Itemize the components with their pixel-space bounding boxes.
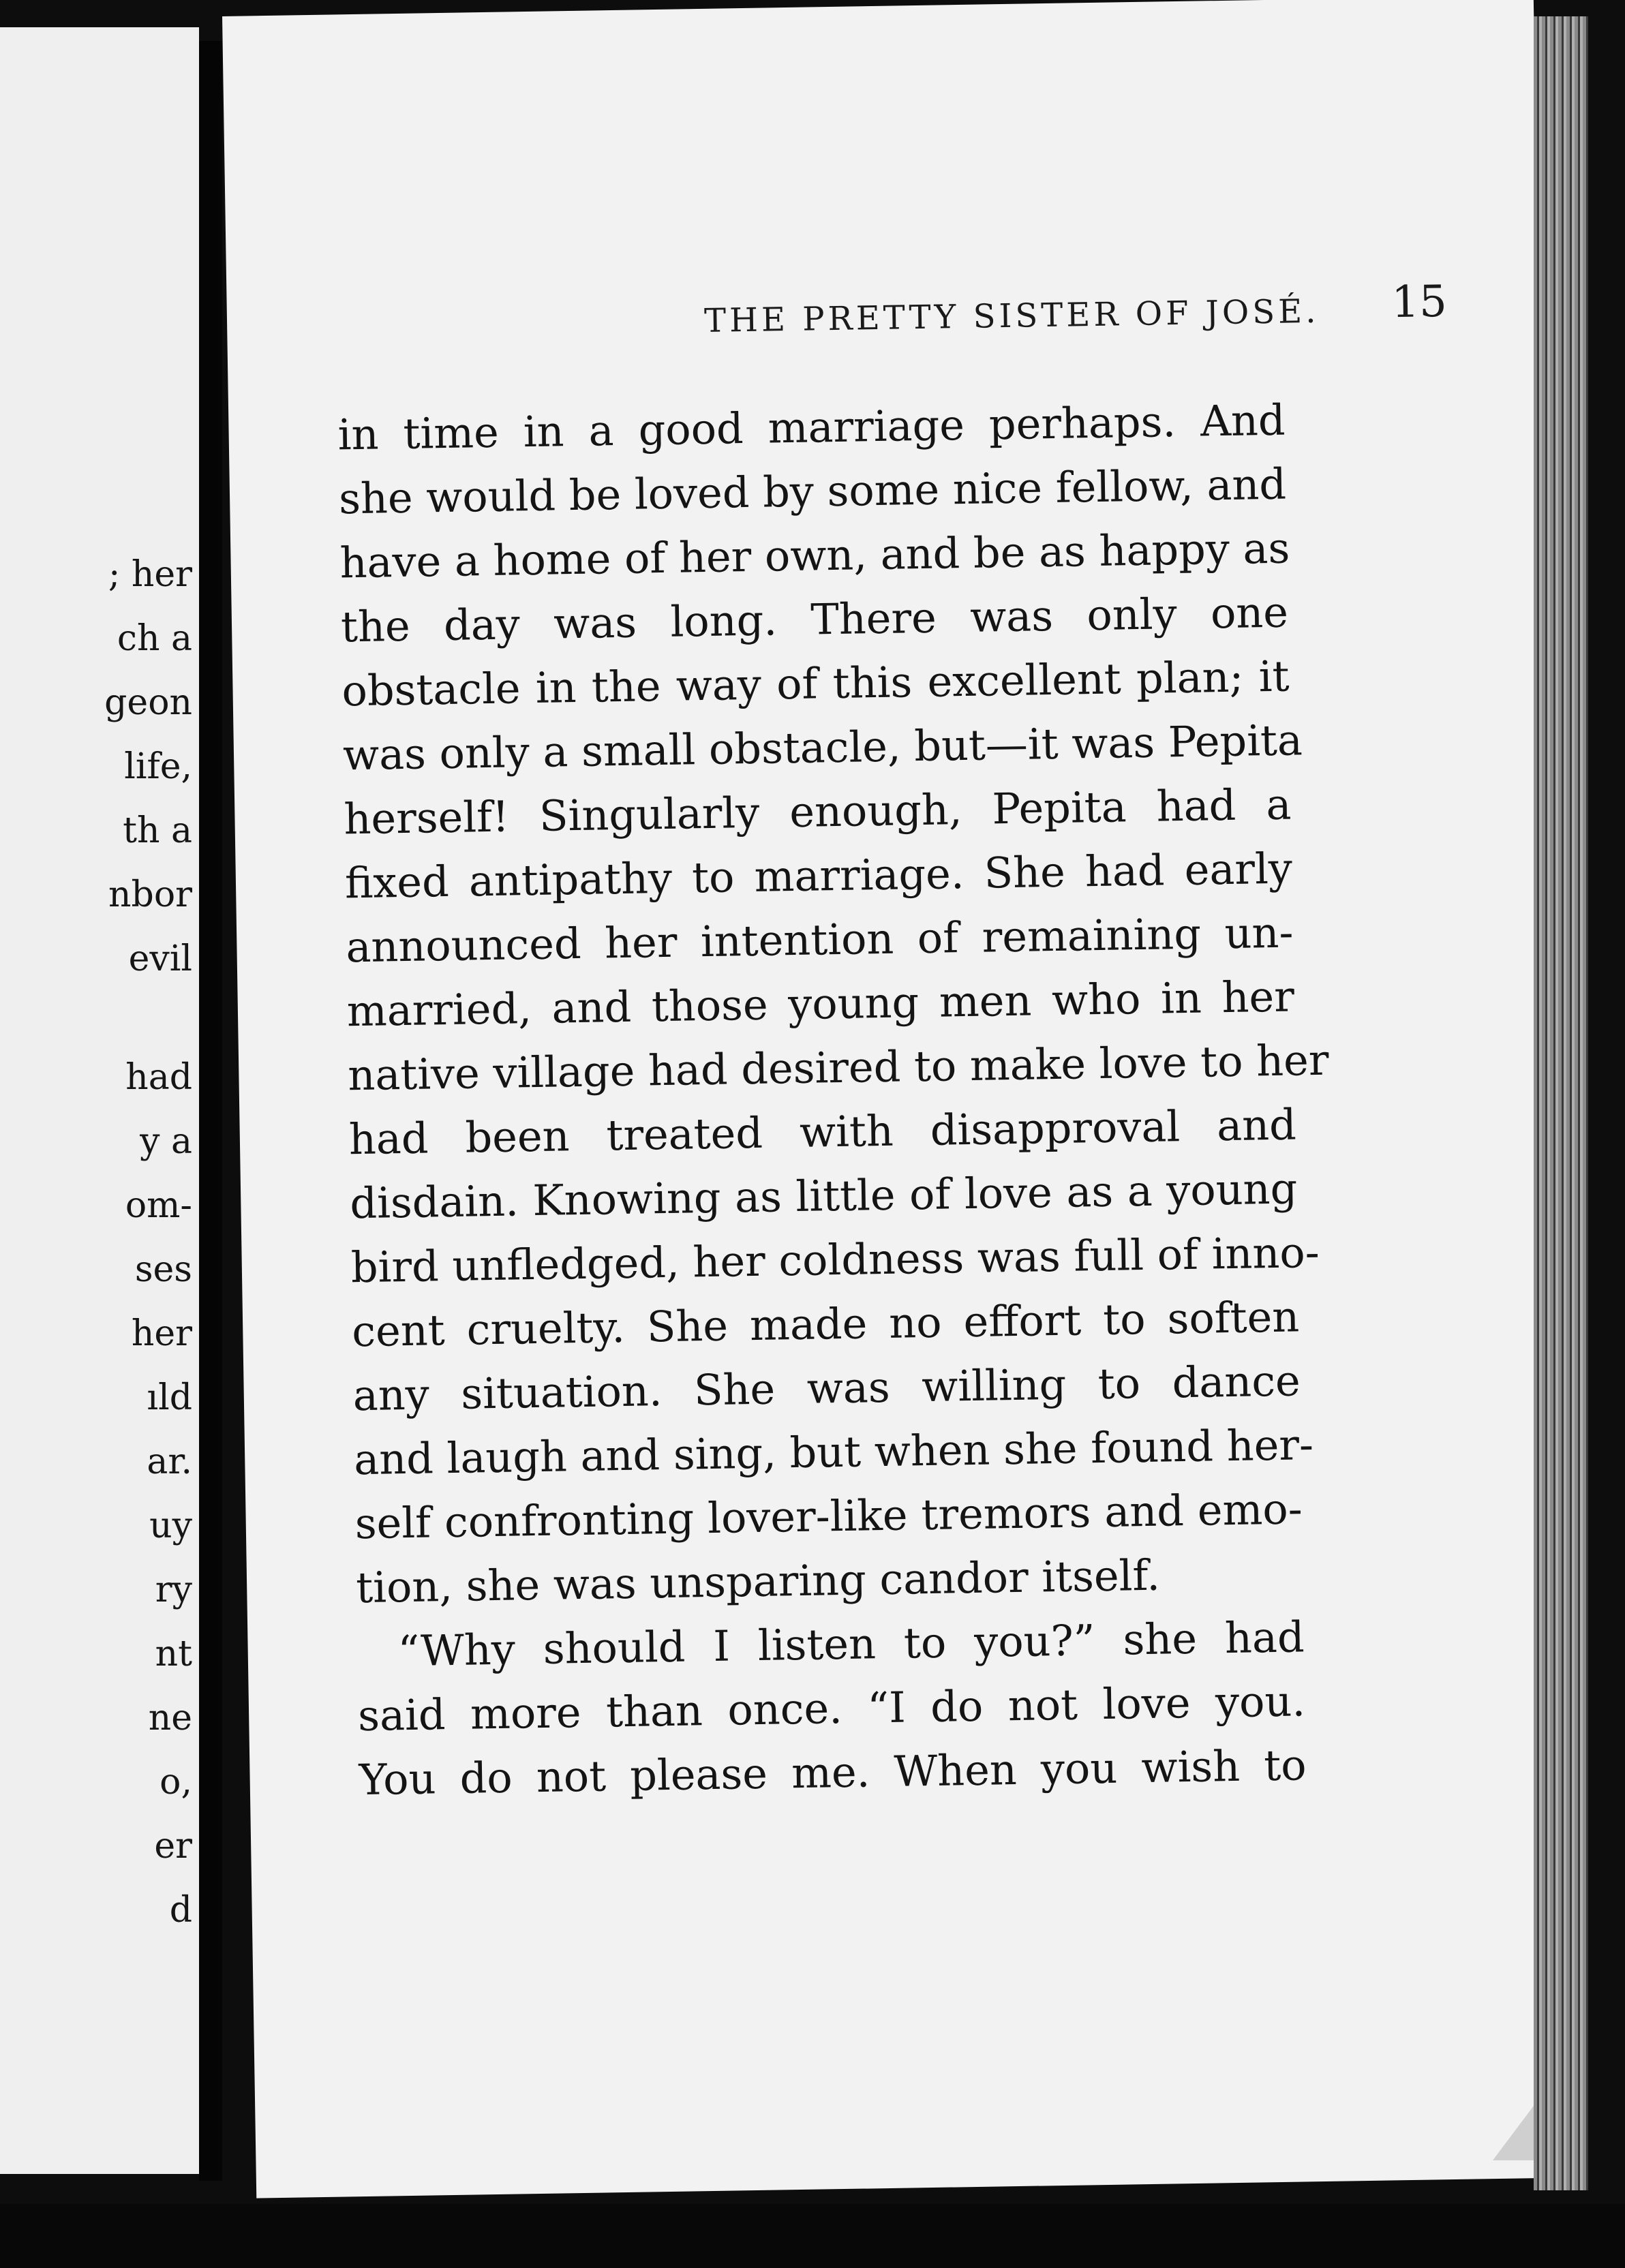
book-gutter xyxy=(199,41,222,2181)
left-line: er xyxy=(154,1826,192,1867)
left-line: ch a xyxy=(117,618,192,659)
left-page xyxy=(0,27,199,2174)
text-line: You do not please me. When you wish to xyxy=(359,1740,1307,1805)
left-line: life, xyxy=(124,746,192,787)
left-line: d xyxy=(169,1890,192,1931)
page-number: 15 xyxy=(1391,276,1448,328)
left-line: ; her xyxy=(108,554,192,595)
page-header xyxy=(472,277,1447,353)
text-line: self confronting lover-like tremors and emo- xyxy=(354,1484,1303,1549)
text-line: disdain. Knowing as little of love as a young xyxy=(349,1163,1298,1229)
text-line: married, and those young men who in her xyxy=(346,971,1295,1037)
text-line: was only a small obstacle, but—it was Pepita xyxy=(342,715,1303,780)
left-line: uy xyxy=(149,1505,192,1546)
left-line: geon xyxy=(104,682,192,723)
text-line: native village had desired to make love to her xyxy=(347,1035,1329,1101)
text-line: obstacle in the way of this excellent plan; it xyxy=(341,651,1290,716)
text-line: have a home of her own, and be as happy as xyxy=(339,523,1290,588)
body-text xyxy=(337,388,1329,1813)
page-corner-fold xyxy=(1493,2106,1534,2160)
scan-bottom-border xyxy=(0,2204,1625,2268)
page-edges xyxy=(1534,16,1588,2190)
text-line: she would be loved by some nice fellow, and xyxy=(338,459,1287,524)
text-line: tion, she was unsparing candor itself. xyxy=(355,1550,1161,1613)
left-line: o, xyxy=(160,1762,192,1803)
left-line: had xyxy=(125,1057,192,1098)
left-line: om- xyxy=(125,1185,192,1226)
text-line: cent cruelty. She made no effort to soften xyxy=(351,1291,1300,1357)
text-line: in time in a good marriage perhaps. And xyxy=(337,395,1286,460)
text-line: had been treated with disapproval and xyxy=(348,1099,1297,1165)
text-line: the day was long. There was only one xyxy=(340,587,1289,652)
left-line: ıld xyxy=(147,1377,192,1418)
text-line: bird unfledged, her coldness was full of inno- xyxy=(350,1227,1320,1293)
text-line: herself! Singularly enough, Pepita had a xyxy=(343,779,1292,844)
left-line: ry xyxy=(155,1569,192,1610)
running-head: THE PRETTY SISTER OF JOSÉ. xyxy=(703,292,1320,340)
left-line: ses xyxy=(134,1249,192,1290)
text-line: “Why should I listen to you?” she had xyxy=(397,1612,1305,1676)
text-line: said more than once. “I do not love you. xyxy=(357,1676,1306,1741)
left-line: evil xyxy=(128,938,192,979)
left-line: nt xyxy=(155,1634,192,1674)
text-line: announced her intention of remaining un- xyxy=(345,907,1294,972)
left-line: ar. xyxy=(147,1441,192,1482)
left-line: y a xyxy=(140,1121,192,1162)
left-line: th a xyxy=(123,810,192,851)
right-page xyxy=(222,0,1568,2198)
text-line: and laugh and sing, but when she found her- xyxy=(353,1420,1314,1485)
text-line: fixed antipathy to marriage. She had early xyxy=(344,843,1293,908)
left-line: nbor xyxy=(108,874,192,915)
left-line: ne xyxy=(148,1698,192,1738)
left-page-text xyxy=(0,542,192,1942)
text-line: any situation. She was willing to dance xyxy=(352,1355,1301,1421)
left-line: her xyxy=(131,1313,192,1354)
